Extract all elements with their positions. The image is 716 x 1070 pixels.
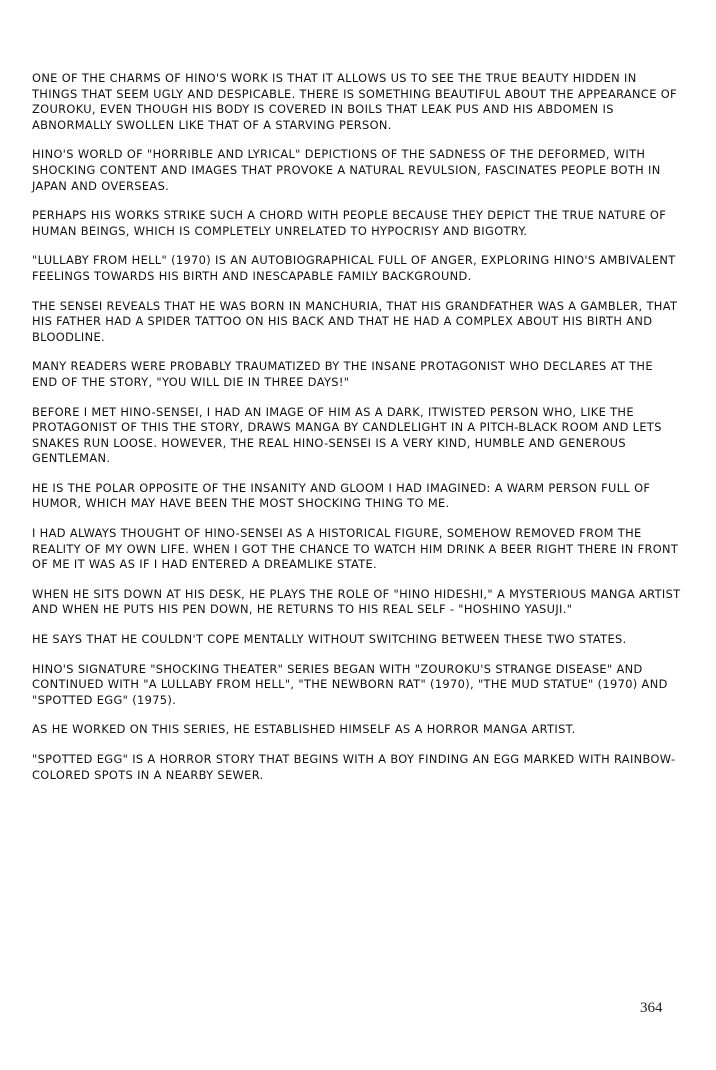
paragraph-14: "SPOTTED EGG" IS A HORROR STORY THAT BEGINS WITH A BOY FINDING AN EGG MARKED WITH RAINBOW-COLORED SPOTS IN A NEARBY SEWER. <box>32 752 676 782</box>
paragraph-6: MANY READERS WERE PROBABLY TRAUMATIZED BY THE INSANE PROTAGONIST WHO DECLARES AT THE END OF THE STORY, "YOU WILL DIE IN THREE DAYS!" <box>32 359 653 389</box>
paragraph-2: HINO'S WORLD OF "HORRIBLE AND LYRICAL" DEPICTIONS OF THE SADNESS OF THE DEFORMED, WITH SHOCKING CONTENT AND IMAGES THAT PROVOKE A NATURAL REVULSION, FASCINATES PEOPLE BOTH IN JAPAN AND OVERSEAS. <box>32 147 661 193</box>
paragraph-1: ONE OF THE CHARMS OF HINO'S WORK IS THAT IT ALLOWS US TO SEE THE TRUE BEAUTY HIDDEN IN THINGS THAT SEEM UGLY AND DESPICABLE. THERE IS SOMETHING BEAUTIFUL ABOUT THE APPEARANCE OF ZOUROKU, EVEN THOUGH HIS BODY IS COVERED IN BOILS THAT LEAK PUS AND HIS ABDOMEN IS ABNORMALLY SWOLLEN LIKE THAT OF A STARVING PERSON. <box>32 71 677 132</box>
body-text <box>32 71 682 797</box>
paragraph-7: BEFORE I MET HINO-SENSEI, I HAD AN IMAGE OF HIM AS A DARK, ITWISTED PERSON WHO, LIKE THE PROTAGONIST OF THIS THE STORY, DRAWS MANGA BY CANDLELIGHT IN A PITCH-BLACK ROOM AND LETS SNAKES RUN LOOSE. HOWEVER, THE REAL HINO-SENSEI IS A VERY KIND, HUMBLE AND GENEROUS GENTLEMAN. <box>32 404 662 466</box>
page-number: 364 <box>640 1000 663 1016</box>
paragraph-10: WHEN HE SITS DOWN AT HIS DESK, HE PLAYS THE ROLE OF "HINO HIDESHI," A MYSTERIOUS MANGA ARTIST AND WHEN HE PUTS HIS PEN DOWN, HE RETURNS TO HIS REAL SELF - "HOSHINO YASUJI." <box>32 586 681 617</box>
paragraph-3: PERHAPS HIS WORKS STRIKE SUCH A CHORD WITH PEOPLE BECAUSE THEY DEPICT THE TRUE NATURE OF HUMAN BEINGS, WHICH IS COMPLETELY UNRELATED TO HYPOCRISY AND BIGOTRY. <box>32 208 667 238</box>
paragraph-4: "LULLABY FROM HELL" (1970) IS AN AUTOBIOGRAPHICAL FULL OF ANGER, EXPLORING HINO'S AMBIVALENT FEELINGS TOWARDS HIS BIRTH AND INESCAPABLE FAMILY BACKGROUND. <box>32 253 676 283</box>
paragraph-8: HE IS THE POLAR OPPOSITE OF THE INSANITY AND GLOOM I HAD IMAGINED: A WARM PERSON FULL OF HUMOR, WHICH MAY HAVE BEEN THE MOST SHOCKING THING TO ME. <box>32 480 651 511</box>
paragraph-12: HINO'S SIGNATURE "SHOCKING THEATER" SERIES BEGAN WITH "ZOUROKU'S STRANGE DISEASE" AND CONTINUED WITH "A LULLABY FROM HELL", "THE NEWBORN RAT" (1970), "THE MUD STATUE" (1970) AND "SPOTTED EGG" (1975). <box>32 661 668 707</box>
paragraph-5: THE SENSEI REVEALS THAT HE WAS BORN IN MANCHURIA, THAT HIS GRANDFATHER WAS A GAMBLER, THAT HIS FATHER HAD A SPIDER TATTOO ON HIS BACK AND THAT HE HAD A COMPLEX ABOUT HIS BIRTH AND BLOODLINE. <box>32 298 678 344</box>
paragraph-9: I HAD ALWAYS THOUGHT OF HINO-SENSEI AS A HISTORICAL FIGURE, SOMEHOW REMOVED FROM THE REALITY OF MY OWN LIFE. WHEN I GOT THE CHANCE TO WATCH HIM DRINK A BEER RIGHT THERE IN FRONT OF ME IT WAS AS IF I HAD ENTERED A DREAMLIKE STATE. <box>32 526 679 572</box>
paragraph-11: HE SAYS THAT HE COULDN'T COPE MENTALLY WITHOUT SWITCHING BETWEEN THESE TWO STATES. <box>32 632 627 647</box>
paragraph-13: AS HE WORKED ON THIS SERIES, HE ESTABLISHED HIMSELF AS A HORROR MANGA ARTIST. <box>32 722 576 737</box>
